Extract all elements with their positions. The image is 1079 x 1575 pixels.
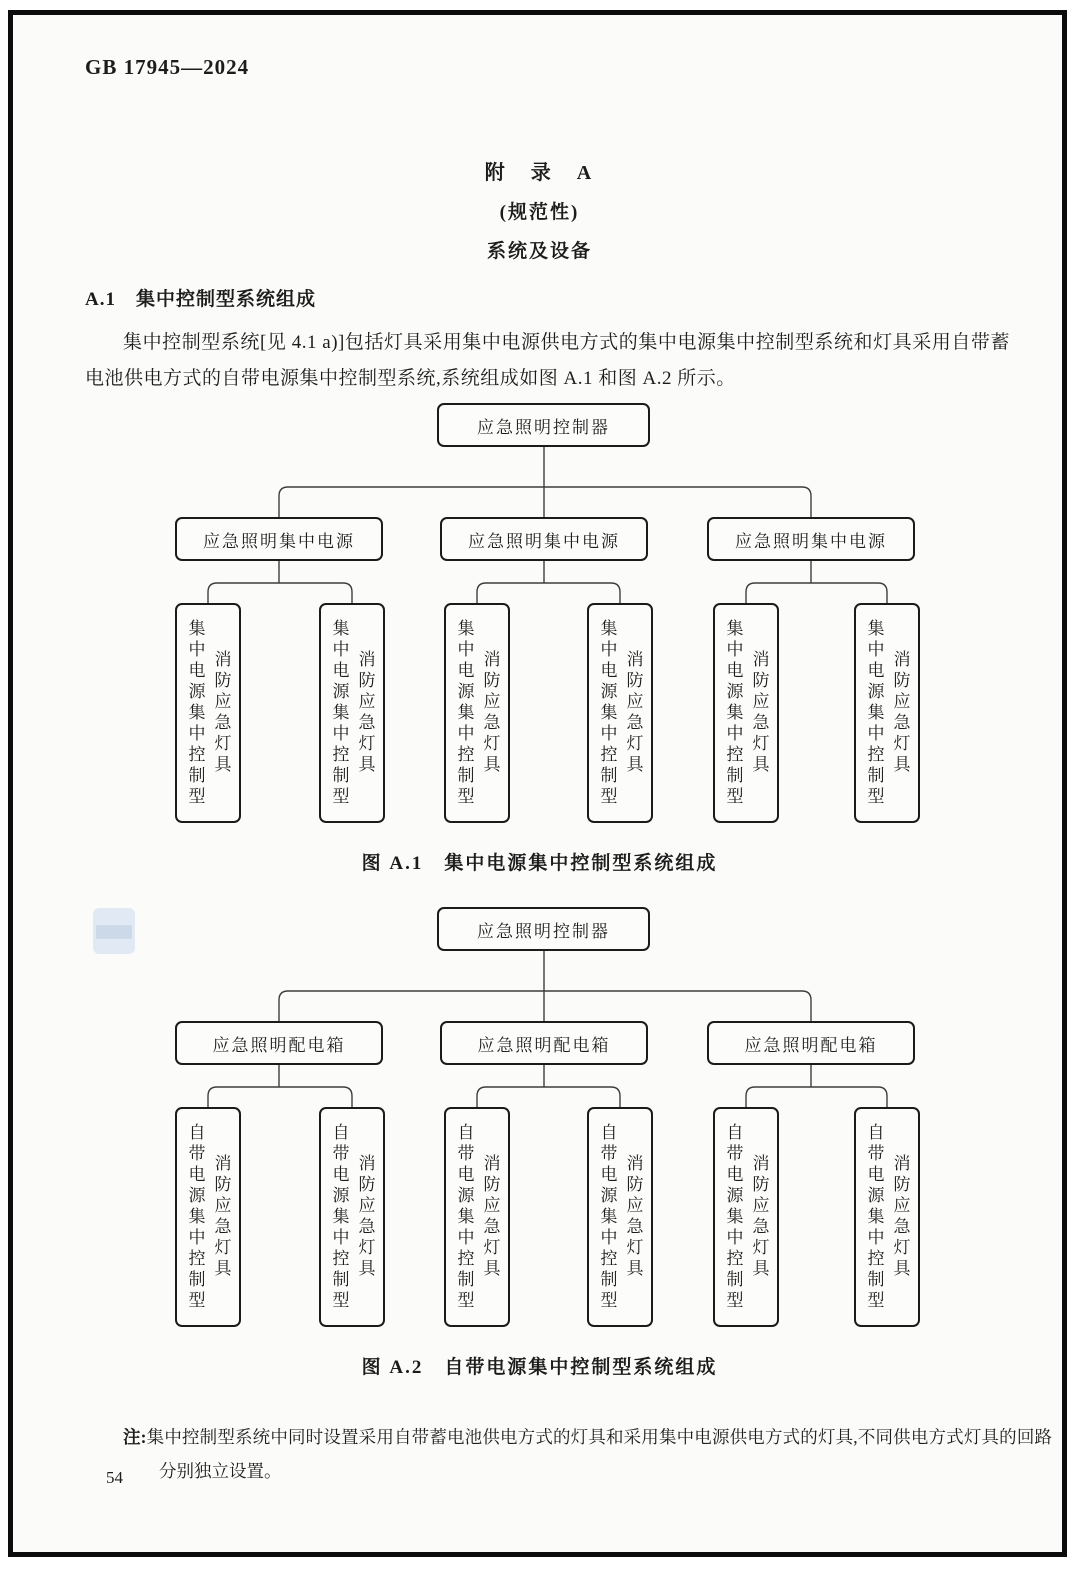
fig-a1-root-label: 应急照明控制器 xyxy=(477,417,610,437)
fig-a1-leaf-left-text: 集中电源集中控制型 xyxy=(597,618,617,808)
section-heading: A.1 集中控制型系统组成 xyxy=(85,289,316,310)
fig-a1-leaf-left-text: 集中电源集中控制型 xyxy=(329,618,349,808)
fig-a2-branch-box-1 xyxy=(175,1021,383,1065)
fig-a2-leaf-box-5 xyxy=(713,1107,779,1327)
note-label: 注: xyxy=(123,1427,147,1447)
fig-a2-branch-box-3 xyxy=(707,1021,915,1065)
fig-a2-leaf-left-text: 自带电源集中控制型 xyxy=(329,1122,349,1312)
fig-a1-branch-label: 应急照明集中电源 xyxy=(735,531,887,551)
fig-a1-leaf-box-2 xyxy=(319,603,385,823)
appendix-title-block xyxy=(0,156,1079,263)
fig-a2-branch-label: 应急照明配电箱 xyxy=(744,1035,878,1055)
appendix-title: 附 录 A xyxy=(484,162,595,184)
fig-a1-leaf-right-text: 消防应急灯具 xyxy=(480,650,500,776)
watermark-badge xyxy=(93,908,135,954)
fig-a1-leaf-left-text: 集中电源集中控制型 xyxy=(723,618,743,808)
fig-a2-leaf-right-text: 消防应急灯具 xyxy=(890,1154,910,1280)
fig-a2-leaf-box-3 xyxy=(444,1107,510,1327)
fig-a2-leaf-left-text: 自带电源集中控制型 xyxy=(723,1122,743,1312)
fig-a1-leaf-box-1 xyxy=(175,603,241,823)
fig-a2-leaf-left-text: 自带电源集中控制型 xyxy=(185,1122,205,1312)
fig-a2-leaf-right-text: 消防应急灯具 xyxy=(211,1154,231,1280)
fig-a1-leaf-right-text: 消防应急灯具 xyxy=(749,650,769,776)
fig-a1-leaf-left-text: 集中电源集中控制型 xyxy=(864,618,884,808)
standard-number: GB 17945—2024 xyxy=(85,55,250,79)
appendix-subject: 系统及设备 xyxy=(486,241,592,262)
fig-a2-leaf-box-4 xyxy=(587,1107,653,1327)
fig-a2-root-label: 应急照明控制器 xyxy=(477,921,610,941)
fig-a2-leaf-right-text: 消防应急灯具 xyxy=(355,1154,375,1280)
fig-a2-root-box xyxy=(437,907,650,951)
fig-a2-leaf-right-text: 消防应急灯具 xyxy=(749,1154,769,1280)
fig-a2-leaf-box-2 xyxy=(319,1107,385,1327)
fig-a2-caption: 图 A.2 自带电源集中控制型系统组成 xyxy=(361,1357,718,1378)
fig-a2-leaf-left-text: 自带电源集中控制型 xyxy=(454,1122,474,1312)
fig-a1-branch-label: 应急照明集中电源 xyxy=(203,531,355,551)
fig-a2-leaf-box-1 xyxy=(175,1107,241,1327)
fig-a1-leaf-box-4 xyxy=(587,603,653,823)
note-text: 集中控制型系统中同时设置采用自带蓄电池供电方式的灯具和采用集中电源供电方式的灯具,不同供电方式灯具的回路分别独立设置。 xyxy=(146,1427,1053,1481)
figure-note xyxy=(123,1420,1052,1488)
fig-a1-leaf-box-5 xyxy=(713,603,779,823)
watermark-band xyxy=(96,925,132,939)
fig-a1-leaf-left-text: 集中电源集中控制型 xyxy=(454,618,474,808)
fig-a1-branch-label: 应急照明集中电源 xyxy=(468,531,620,551)
fig-a1-caption: 图 A.1 集中电源集中控制型系统组成 xyxy=(361,853,718,874)
fig-a1-leaf-box-3 xyxy=(444,603,510,823)
fig-a1-leaf-right-text: 消防应急灯具 xyxy=(890,650,910,776)
section-paragraph: 集中控制型系统[见 4.1 a)]包括灯具采用集中电源供电方式的集中电源集中控制型系统和灯具采用自带蓄电池供电方式的自带电源集中控制型系统,系统组成如图 A.1 和图 A.2 所示。 xyxy=(85,332,1010,389)
fig-a1-leaf-right-text: 消防应急灯具 xyxy=(211,650,231,776)
fig-a1-leaf-box-6 xyxy=(854,603,920,823)
fig-a2-leaf-right-text: 消防应急灯具 xyxy=(480,1154,500,1280)
fig-a2-branch-box-2 xyxy=(440,1021,648,1065)
fig-a2-leaf-left-text: 自带电源集中控制型 xyxy=(597,1122,617,1312)
fig-a2-leaf-right-text: 消防应急灯具 xyxy=(623,1154,643,1280)
page-number: 54 xyxy=(106,1468,123,1487)
appendix-subtitle: (规范性) xyxy=(499,202,580,223)
fig-a2-leaf-box-6 xyxy=(854,1107,920,1327)
fig-a1-leaf-right-text: 消防应急灯具 xyxy=(355,650,375,776)
fig-a1-root-box xyxy=(437,403,650,447)
fig-a2-branch-label: 应急照明配电箱 xyxy=(477,1035,611,1055)
fig-a1-branch-box-1 xyxy=(175,517,383,561)
fig-a2-branch-label: 应急照明配电箱 xyxy=(212,1035,346,1055)
fig-a1-branch-box-2 xyxy=(440,517,648,561)
fig-a1-branch-box-3 xyxy=(707,517,915,561)
fig-a1-leaf-left-text: 集中电源集中控制型 xyxy=(185,618,205,808)
fig-a1-leaf-right-text: 消防应急灯具 xyxy=(623,650,643,776)
fig-a2-leaf-left-text: 自带电源集中控制型 xyxy=(864,1122,884,1312)
